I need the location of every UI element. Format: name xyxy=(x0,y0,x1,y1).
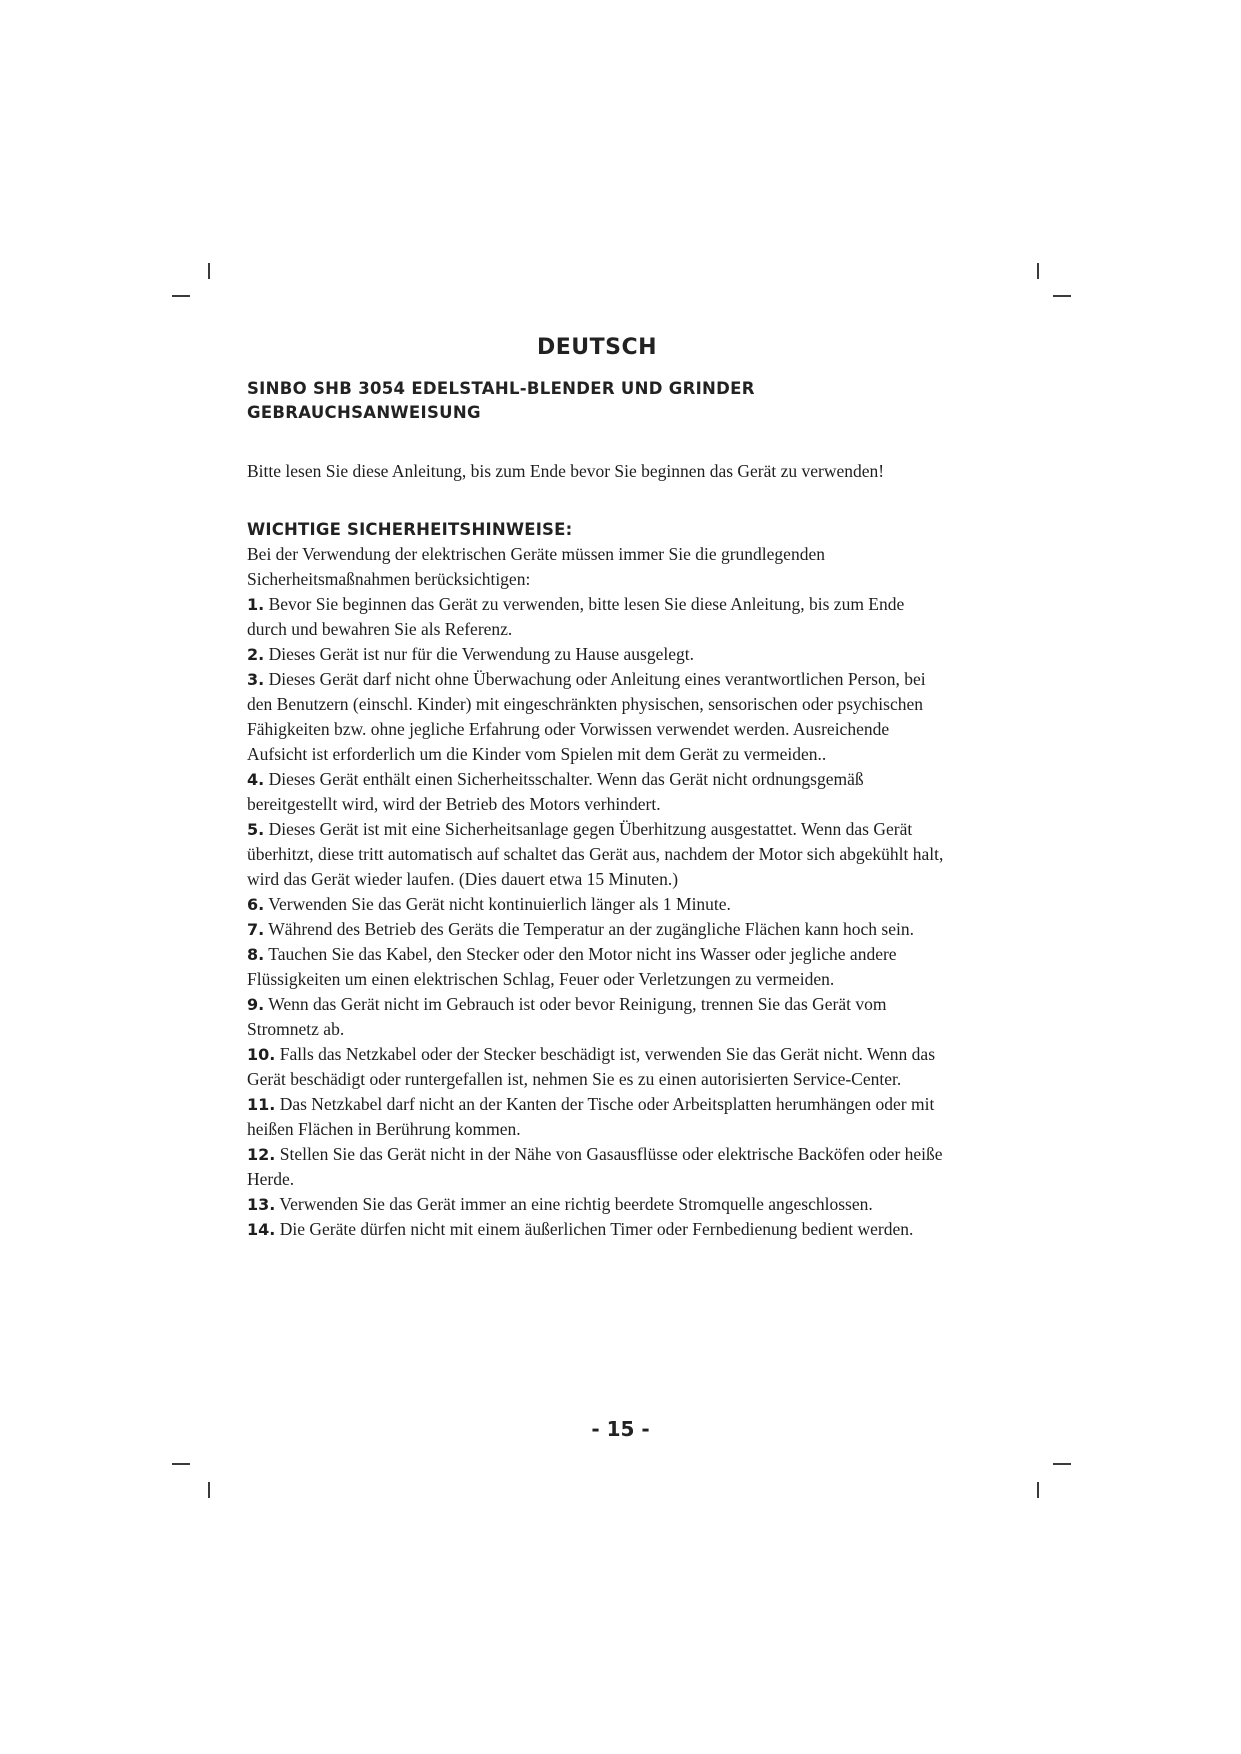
safety-item-11 xyxy=(247,1092,947,1142)
item-number: 3. xyxy=(247,670,265,689)
item-text: Das Netzkabel darf nicht an der Kanten der Tische oder Arbeitsplatten herumhängen oder mit heißen Flächen in Berührung kommen. xyxy=(247,1094,935,1139)
item-text: Dieses Gerät ist mit eine Sicherheitsanlage gegen Überhitzung ausgestattet. Wenn das Gerät überhitzt, diese tritt automatisch auf schaltet das Gerät aus, nachdem der Motor sich abgekühlt halt, wird das Gerät wieder laufen. (Dies dauert etwa 15 Minuten.) xyxy=(247,819,944,889)
item-text: Dieses Gerät ist nur für die Verwendung zu Hause ausgelegt. xyxy=(268,644,694,664)
safety-list xyxy=(247,592,947,1242)
item-number: 5. xyxy=(247,820,265,839)
item-text: Wenn das Gerät nicht im Gebrauch ist oder bevor Reinigung, trennen Sie das Gerät vom Stromnetz ab. xyxy=(247,994,887,1039)
safety-item-13 xyxy=(247,1192,947,1217)
item-text: Während des Betrieb des Geräts die Temperatur an der zugängliche Flächen kann hoch sein. xyxy=(268,919,914,939)
safety-item-3 xyxy=(247,667,947,767)
page-number: - 15 - xyxy=(591,1417,650,1441)
item-number: 12. xyxy=(247,1145,276,1164)
manual-content xyxy=(247,335,947,1242)
crop-mark-top-right-h xyxy=(1053,295,1071,297)
safety-intro: Bei der Verwendung der elektrischen Geräte müssen immer Sie die grundlegenden Sicherheitsmaßnahmen berücksichtigen: xyxy=(247,544,825,589)
crop-mark-bottom-right-v xyxy=(1037,1482,1039,1498)
item-number: 1. xyxy=(247,595,265,614)
item-number: 7. xyxy=(247,920,265,939)
safety-item-1 xyxy=(247,592,947,642)
item-text: Verwenden Sie das Gerät immer an eine richtig beerdete Stromquelle angeschlossen. xyxy=(279,1194,873,1214)
crop-mark-bottom-left-v xyxy=(208,1482,210,1498)
safety-item-14 xyxy=(247,1217,947,1242)
item-number: 4. xyxy=(247,770,265,789)
document-title-line-2: GEBRAUCHSANWEISUNG xyxy=(247,403,481,422)
item-number: 6. xyxy=(247,895,265,914)
item-text: Verwenden Sie das Gerät nicht kontinuierlich länger als 1 Minute. xyxy=(268,894,731,914)
safety-item-7 xyxy=(247,917,947,942)
crop-mark-bottom-right-h xyxy=(1053,1463,1071,1465)
crop-mark-top-left-h xyxy=(172,295,190,297)
item-number: 9. xyxy=(247,995,265,1014)
item-text: Die Geräte dürfen nicht mit einem äußerlichen Timer oder Fernbedienung bedient werden. xyxy=(279,1219,914,1239)
safety-item-12 xyxy=(247,1142,947,1192)
safety-item-5 xyxy=(247,817,947,892)
safety-item-9 xyxy=(247,992,947,1042)
safety-item-10 xyxy=(247,1042,947,1092)
safety-heading: WICHTIGE SICHERHEITSHINWEISE: xyxy=(247,520,573,539)
crop-mark-bottom-left-h xyxy=(172,1463,190,1465)
item-number: 14. xyxy=(247,1220,276,1239)
item-text: Stellen Sie das Gerät nicht in der Nähe von Gasausflüsse oder elektrische Backöfen oder heiße Herde. xyxy=(247,1144,943,1189)
crop-mark-top-right-v xyxy=(1037,263,1039,279)
item-text: Bevor Sie beginnen das Gerät zu verwenden, bitte lesen Sie diese Anleitung, bis zum Ende durch und bewahren Sie als Referenz. xyxy=(247,594,905,639)
item-number: 10. xyxy=(247,1045,276,1064)
item-text: Dieses Gerät enthält einen Sicherheitsschalter. Wenn das Gerät nicht ordnungsgemäß bereitgestellt wird, wird der Betrieb des Motors verhindert. xyxy=(247,769,864,814)
intro-paragraph: Bitte lesen Sie diese Anleitung, bis zum Ende bevor Sie beginnen das Gerät zu verwenden! xyxy=(247,461,885,481)
safety-item-6 xyxy=(247,892,947,917)
item-number: 8. xyxy=(247,945,265,964)
item-number: 2. xyxy=(247,645,265,664)
safety-item-8 xyxy=(247,942,947,992)
item-text: Tauchen Sie das Kabel, den Stecker oder den Motor nicht ins Wasser oder jegliche andere Flüssigkeiten um einen elektrischen Schlag, Feuer oder Verletzungen zu vermeiden. xyxy=(247,944,897,989)
item-number: 13. xyxy=(247,1195,276,1214)
item-number: 11. xyxy=(247,1095,276,1114)
safety-item-2 xyxy=(247,642,947,667)
document-title-line-1: SINBO SHB 3054 EDELSTAHL-BLENDER UND GRINDER xyxy=(247,379,755,398)
safety-item-4 xyxy=(247,767,947,817)
crop-mark-top-left-v xyxy=(208,263,210,279)
language-heading: DEUTSCH xyxy=(536,335,658,360)
item-text: Falls das Netzkabel oder der Stecker beschädigt ist, verwenden Sie das Gerät nicht. Wenn das Gerät beschädigt oder runtergefallen ist, nehmen Sie es zu einen autorisierten Service-Center. xyxy=(247,1044,936,1089)
item-text: Dieses Gerät darf nicht ohne Überwachung oder Anleitung eines verantwortlichen Person, bei den Benutzern (einschl. Kinder) mit eingeschränkten physischen, sensorischen oder psychischen Fähigkeiten bzw. ohne jegliche Erfahrung oder Vorwissen verwendet werden. Ausreichende Aufsicht ist erforderlich um die Kinder vom Spielen mit dem Gerät zu vermeiden.. xyxy=(247,669,926,764)
